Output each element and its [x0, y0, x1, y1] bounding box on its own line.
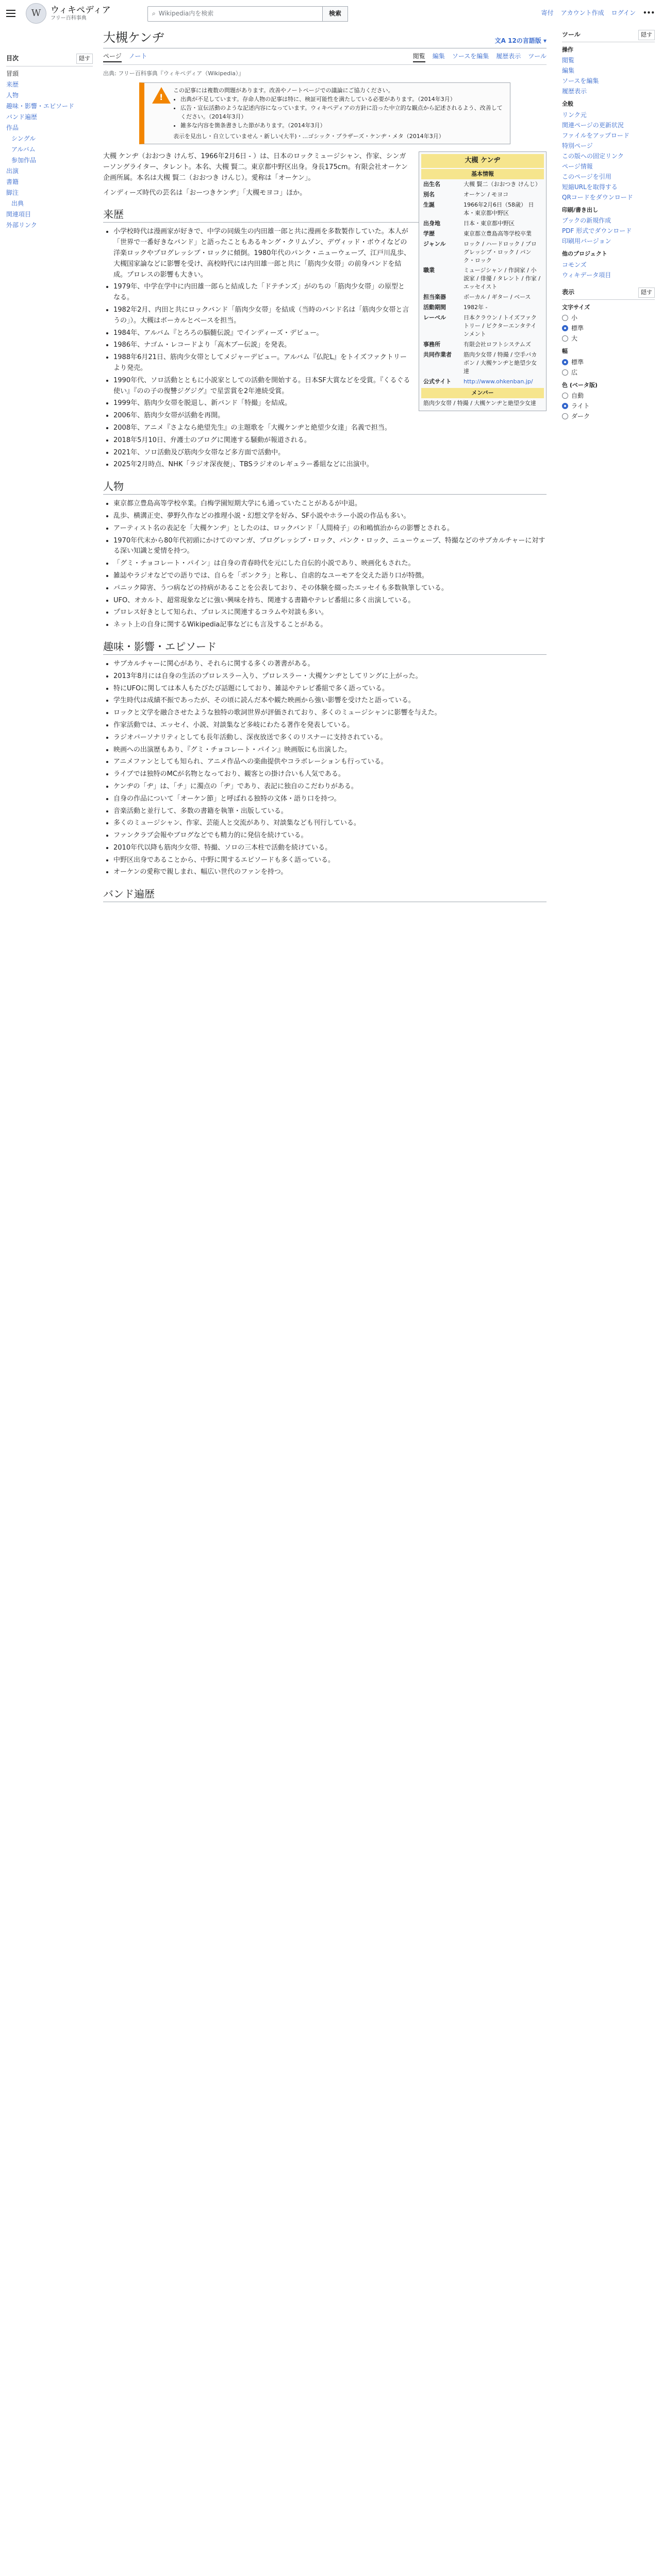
width-options [562, 357, 655, 378]
tool-item [562, 130, 655, 141]
list-item: • 乱歩、横溝正史、夢野久作などの推理小説・幻想文学を好み、SF小説やホラー小説の作品も多い。 [113, 511, 547, 522]
tool-item [562, 215, 655, 226]
infobox-row [421, 377, 544, 387]
toc-item [6, 188, 93, 198]
tool-item [562, 86, 655, 96]
toc-link[interactable]: 作品 [6, 124, 19, 131]
toc-link[interactable]: 出典 [11, 199, 24, 207]
infobox-rows [421, 179, 544, 387]
list-item: • ケンヂの「ヂ」は、「チ」に濁点の「ヂ」であり、表記に独自のこだわりがある。 [113, 782, 547, 792]
radio-option[interactable] [562, 357, 655, 367]
tool-link[interactable]: コモンズ [562, 261, 587, 268]
list-item: • 1999年、筋肉少女帯を脱退し、新バンド「特撮」を結成。 [113, 398, 547, 409]
infobox-row [421, 350, 544, 377]
tool-item [562, 270, 655, 280]
infobox-label: 公式サイト [423, 378, 452, 385]
radio-icon [562, 393, 568, 399]
tool-item [562, 120, 655, 130]
list-item: • 作家活動では、エッセイ、小説、対談集など多岐にわたる著作を発表している。 [113, 720, 547, 731]
infobox-row [421, 292, 544, 302]
intro-paragraph-2: インディーズ時代の芸名は「おーつきケンヂ」「大槻モヨコ」ほか。 [103, 189, 307, 197]
tool-item [562, 260, 655, 270]
toc-link[interactable]: シングル [11, 134, 36, 142]
tool-item [562, 182, 655, 192]
issues-box [139, 82, 510, 144]
list-item: • 2008年、アニメ『さよなら絶望先生』の主題歌を「大槻ケンヂと絶望少女達」名義で担当。 [113, 423, 547, 434]
radio-label: 標準 [571, 325, 584, 332]
infobox-row [421, 340, 544, 350]
toc-hide-button[interactable]: 隠す [76, 54, 93, 64]
toc-title: 目次 [6, 55, 19, 62]
toc-link[interactable]: 外部リンク [6, 221, 37, 229]
infobox-title: 大槻 ケンヂ [421, 154, 544, 168]
infobox-value: 東京都立豊島高等学校卒業 [464, 230, 532, 237]
site-header [0, 0, 662, 27]
list-item: • ファンクラブ会報やブログなどでも精力的に発信を続けている。 [113, 831, 547, 841]
warning-icon: ! [152, 87, 171, 104]
search-input[interactable]: ⌕ Wikipedia内を検索 [147, 6, 323, 22]
list-item: • 1986年、ナゴム・レコードより「高木ブー伝説」を発表。 [113, 340, 547, 351]
toc-link[interactable]: 参加作品 [11, 156, 37, 164]
tool-item [562, 55, 655, 65]
radio-icon [562, 325, 568, 331]
tool-link[interactable]: 特別ページ [562, 142, 593, 149]
radio-option[interactable] [562, 313, 655, 323]
search-button[interactable]: 検索 [323, 6, 348, 22]
infobox-row [421, 265, 544, 292]
wikipedia-logo[interactable]: W [26, 3, 46, 24]
list-item: • ネット上の自身に関するWikipedia記事などにも言及することがある。 [113, 620, 547, 631]
infobox-label: 出身地 [423, 219, 440, 227]
radio-option[interactable] [562, 411, 655, 421]
radio-option[interactable] [562, 323, 655, 333]
appearance-hide-button[interactable]: 隠す [638, 287, 655, 298]
appearance-title: 表示 [562, 288, 575, 296]
list-item: • 「グミ・チョコレート・パイン」は自身の青春時代を元にした自伝的小説であり、映画化もされた。 [113, 558, 547, 569]
toc-list [6, 69, 93, 231]
infobox-row [421, 229, 544, 239]
infobox-row [421, 190, 544, 200]
wordmark-tagline: フリー百科事典 [51, 15, 87, 21]
toc-item [6, 69, 93, 79]
radio-option[interactable] [562, 401, 655, 411]
infobox-section-members: メンバー [421, 388, 544, 398]
radio-label: ダーク [571, 413, 590, 420]
list-item: • アーティスト名の表記を「大槻ケンヂ」としたのは、ロックバンド「人間椅子」の和嶋慎治からの影響とされる。 [113, 523, 547, 534]
list-item: • 1982年2月、内田と共にロックバンド「筋肉少女帯」を結成（当時のバンド名は「筋肉少女帯と言うの」）。大槻はボーカルとベースを担当。 [113, 305, 547, 327]
donate-link[interactable]: 寄付 [541, 9, 554, 16]
tool-link[interactable]: ソースを編集 [562, 77, 599, 85]
infobox-value: 1966年2月6日（58歳） 日本・東京都中野区 [464, 201, 534, 216]
toc-link[interactable]: バンド遍歴 [6, 113, 38, 121]
issues-footer: 表示を見出し・自立していません・新しい(大半)・...ゴシック・ブラザーズ・ケンヂ・メタ（2014年3月） [173, 133, 444, 140]
infobox-row [421, 302, 544, 313]
infobox-value: 1982年 - [464, 304, 488, 311]
toc-item [6, 166, 93, 177]
infobox [419, 151, 547, 411]
print-heading: 印刷/書き出し [562, 206, 599, 213]
tool-link[interactable]: 短縮URLを取得する [562, 183, 618, 191]
actions-list [562, 55, 655, 96]
tools-title: ツール [562, 31, 581, 38]
main-content [103, 30, 547, 906]
login-link[interactable]: ログイン [611, 9, 636, 16]
list-item: • UFO、オカルト、超常現象などに強い興味を持ち、関連する書籍やテレビ番組に多く出演している。 [113, 596, 547, 606]
tool-item [562, 110, 655, 120]
radio-label: 標準 [571, 358, 584, 366]
issue-item: • 出典が不足しています。存命人物の記事は特に、検証可能性を満たしている必要があります。（2014年3月） [180, 95, 505, 104]
infobox-row [421, 179, 544, 190]
infobox-label: ジャンル [423, 240, 446, 247]
radio-icon [562, 359, 568, 365]
tool-link[interactable]: 編集 [562, 67, 575, 75]
infobox-label: 事務所 [423, 341, 440, 348]
list-item: • 1990年代、ソロ活動とともに小説家としての活動を開始する。日本SF大賞などを受賞。『くるぐる使い』『のの子の復讐ジグジグ』で星雲賞を2年連続受賞。 [113, 376, 547, 397]
list-item: • 自身の作品について「オーケン節」と呼ばれる独特の文体・語り口を持つ。 [113, 794, 547, 805]
list-item: • 多くのミュージシャン、作家、芸能人と交流があり、対談集なども刊行している。 [113, 818, 547, 829]
more-options-icon[interactable]: ••• [642, 9, 655, 16]
tool-link[interactable]: QRコードをダウンロード [562, 193, 633, 201]
tool-link[interactable]: ウィキデータ項目 [562, 271, 611, 279]
infobox-value: オーケン / モヨコ [464, 191, 509, 198]
tools-hide-button[interactable]: 隠す [638, 30, 655, 40]
list-item: • 1984年、アルバム『とろろの脳髄伝説』でインディーズ・デビュー。 [113, 328, 547, 339]
tool-item [562, 161, 655, 172]
tab-edit-source[interactable]: ソースを編集 [452, 53, 489, 60]
list-item: • ロックと文学を融合させたような独特の歌詞世界が評価されており、多くのミュージシャンに影響を与えた。 [113, 708, 547, 719]
list-item: • 2018年5月10日、弁護士のブログに関連する騒動が報道される。 [113, 435, 547, 446]
list-item: • 特にUFOに関しては本人もたびたび話題にしており、雑誌やテレビ番組で多く語っている。 [113, 684, 547, 694]
infobox-label: 別名 [423, 191, 435, 198]
list-item: • 東京都立豊島高等学校卒業。白梅学園短期大学にも通っていたことがあるが中退。 [113, 499, 547, 510]
tab-history[interactable]: 履歴表示 [496, 53, 521, 60]
wordmark-title: ウィキペディア [51, 5, 111, 16]
infobox-row [421, 313, 544, 340]
tab-article[interactable]: ページ [103, 52, 122, 62]
issue-item: • 広告・宣伝活動のような記述内容になっています。ウィキペディアの方針に沿った中立的な観点から記述されるよう、改善してください。（2014年3月） [180, 104, 505, 121]
list-item: • パニック障害、うつ病などの持病があることを公表しており、その体験を綴ったエッセイも多数執筆している。 [113, 583, 547, 594]
main-menu-icon[interactable] [6, 7, 19, 20]
infobox-value: 日本クラウン / トイズファクトリー / ビクターエンタテインメント [464, 314, 537, 338]
list-item: • オーケンの愛称で親しまれ、幅広い世代のファンを持つ。 [113, 867, 547, 878]
list-item: • ラジオパーソナリティとしても長年活動し、深夜放送で多くのリスナーに支持されている。 [113, 733, 547, 743]
tool-item [562, 65, 655, 76]
infobox-value: ボーカル / ギター / ベース [464, 294, 531, 301]
infobox-members: 筋肉少女帯 / 特撮 / 大槻ケンヂと絶望少女達 [423, 399, 536, 406]
radio-icon [562, 315, 568, 321]
list-item: • 1979年、中学在学中に内田雄一郎らと結成した「ドテチンズ」がのちの「筋肉少女帯」の原型となる。 [113, 282, 547, 303]
tool-item [562, 172, 655, 182]
tool-link[interactable]: リンク元 [562, 111, 587, 118]
radio-label: 広 [571, 368, 578, 376]
toc-link[interactable]: 冒頭 [6, 70, 19, 77]
appearance-panel [562, 287, 655, 421]
infobox-label: 共同作業者 [423, 351, 452, 358]
list-item: • 2010年代以降も筋肉少女帯、特撮、ソロの三本柱で活動を続けている。 [113, 843, 547, 854]
user-links [541, 8, 655, 18]
infobox-row [421, 239, 544, 266]
issue-item: • 雑多な内容を箇条書きした節があります。（2014年3月） [180, 121, 505, 130]
radio-option[interactable] [562, 367, 655, 378]
infobox-label: 学歴 [423, 230, 435, 237]
toc-link[interactable]: 来歴 [6, 80, 19, 88]
infobox-label: 生誕 [423, 201, 435, 208]
toc-item [6, 144, 93, 155]
toc-link[interactable]: アルバム [11, 145, 36, 153]
search-icon: ⌕ [152, 10, 156, 18]
infobox-section-basic: 基本情報 [421, 169, 544, 179]
tool-item [562, 141, 655, 151]
person-list [103, 499, 547, 631]
toc-item [6, 133, 93, 144]
infobox-value: ミュージシャン / 作詞家 / 小説家 / 俳優 / タレント / 作家 / エッセイスト [464, 267, 541, 291]
text-size-options [562, 313, 655, 344]
text-size-heading: 文字サイズ [562, 303, 590, 311]
toc-item [6, 220, 93, 231]
list-item: • 音楽活動と並行して、多数の書籍を執筆・出版している。 [113, 806, 547, 817]
list-item: • アニメファンとしても知られ、アニメ作品への楽曲提供やコラボレーションも行っている。 [113, 757, 547, 768]
list-item: • 1988年6月21日、筋肉少女帯としてメジャーデビュー。アルバム『仏陀L』をトイズファクトリーより発売。 [113, 352, 547, 374]
infobox-row [421, 200, 544, 218]
issues-lead: この記事には複数の問題があります。改善やノートページでの議論にご協力ください。 [173, 87, 394, 94]
print-list [562, 215, 655, 246]
toc-item [6, 123, 93, 133]
radio-label: 小 [571, 314, 578, 322]
color-options [562, 391, 655, 421]
infobox-label: 活動期間 [423, 304, 446, 311]
section-trivia-heading: 趣味・影響・エピソード [103, 640, 547, 655]
list-item: • ライブでは独特のMCが名物となっており、観客との掛け合いも人気である。 [113, 769, 547, 780]
radio-icon [562, 369, 568, 376]
search-form [147, 6, 348, 22]
site-sub: 出典: フリー百科事典『ウィキペディア（Wikipedia）』 [103, 70, 244, 77]
infobox-label: 職業 [423, 267, 435, 274]
color-heading: 色 (ベータ版) [562, 381, 598, 388]
tool-link[interactable]: ファイルをアップロード [562, 131, 630, 139]
tools-sidebar [562, 30, 655, 429]
toc-link[interactable]: 書籍 [6, 178, 19, 185]
infobox-value: 有限会社ロフトシステムズ [464, 341, 531, 348]
other-projects-list [562, 260, 655, 280]
radio-icon [562, 403, 568, 409]
infobox-value: ロック / ハードロック / プログレッシブ・ロック / パンク・ロック [464, 240, 537, 264]
tools-panel [562, 30, 655, 280]
infobox-value: 筋肉少女帯 / 特撮 / 空手バカボン / 大槻ケンヂと絶望少女達 [464, 351, 537, 375]
intro-paragraph: 大槻 ケンヂ（おおつき けんぢ、1966年2月6日 - ）は、日本のロックミュージシャン、作家、シンガーソングライター、タレント。本名、大槻 賢二。東京都中野区出身。身長175cm。有限会社オーケン企画所属。本名は大槻 賢二（おおつき けんじ）。愛称は「オーケン」。 [103, 152, 408, 182]
radio-label: ライト [571, 402, 590, 410]
section-person-heading: 人物 [103, 480, 547, 495]
other-projects-heading: 他のプロジェクト [562, 250, 607, 258]
list-item: • サブカルチャーに関心があり、それらに関する多くの著書がある。 [113, 659, 547, 670]
radio-label: 自動 [571, 392, 584, 400]
infobox-value: 日本・東京都中野区 [464, 219, 515, 227]
tab-read[interactable]: 閲覧 [413, 52, 425, 62]
tool-item [562, 151, 655, 161]
infobox-label: 出生名 [423, 181, 440, 188]
section-career-heading: 来歴 [103, 208, 547, 223]
trivia-list [103, 659, 547, 878]
toc-item [6, 90, 93, 101]
radio-option[interactable] [562, 391, 655, 401]
width-heading: 幅 [562, 348, 568, 355]
list-item: • 2013年8月には自身の生活のプロレスラー入り、プロレスラー・大槻ケンヂとしてリングに上がった。 [113, 671, 547, 682]
tool-link[interactable]: このページを引用 [562, 173, 611, 180]
general-list [562, 110, 655, 202]
list-item: • 2021年、ソロ活動及び筋肉少女帯など多方面で活動中。 [113, 448, 547, 459]
section-bands-heading: バンド遍歴 [103, 887, 547, 902]
tool-item [562, 192, 655, 202]
list-item: • 2025年2月時点、NHK「ラジオ深夜便」、TBSラジオのレギュラー番組などに出演中。 [113, 460, 547, 470]
radio-label: 大 [571, 335, 578, 343]
list-item: • 中野区出身であることから、中野に関するエピソードも多く語っている。 [113, 855, 547, 866]
toc-item [6, 177, 93, 188]
actions-heading: 操作 [562, 46, 573, 53]
infobox-label: 担当楽器 [423, 294, 446, 301]
tool-link[interactable]: この版への固定リンク [562, 152, 624, 160]
toc-link[interactable]: 出演 [6, 167, 19, 175]
tool-link[interactable]: ブックの新規作成 [562, 217, 611, 225]
language-button[interactable]: 文A 12の言語版 ▾ [494, 37, 547, 44]
list-item: • 小学校時代は漫画家が好きで、中学の同級生の内田雄一郎と共に漫画を多数製作していた。本人が「世界で一番好きなバンド」と語ったこともあるキング・クリムゾン、デヴィッド・ボウイなどの洋楽ロックやプログレッシブ・ロックに傾倒。1980年代のパンク・ニューウェーブ、江戸川乱歩、大槻国家論などに影響を受け、高校時代には内田雄一郎と共に「筋肉少女帯」の前身バンドを結成。プロレスの影響も大きい。 [113, 227, 547, 280]
toc-item [6, 198, 93, 209]
radio-option[interactable] [562, 333, 655, 344]
tab-talk[interactable]: ノート [128, 53, 147, 60]
toc-item [6, 112, 93, 123]
toc-link[interactable]: 関連項目 [6, 210, 31, 218]
page-tabs [103, 52, 547, 65]
toc-item [6, 79, 93, 90]
tab-edit[interactable]: 編集 [432, 53, 445, 60]
tool-item [562, 76, 655, 86]
radio-icon [562, 335, 568, 342]
tool-link[interactable]: ページ情報 [562, 162, 593, 170]
list-item: • 映画への出演歴もあり、『グミ・チョコレート・パイン』映画版にも出演した。 [113, 745, 547, 756]
toc-item [6, 101, 93, 112]
toc-link[interactable]: 趣味・影響・エピソード [6, 102, 75, 110]
list-item: • 1970年代末から80年代初頭にかけてのマンガ、プログレッシブ・ロック、パンク・ロック、ニューウェーブ、特撮などのサブカルチャーに対する深い知識と愛情を持つ。 [113, 536, 547, 557]
tool-link[interactable]: 印刷用バージョン [562, 238, 611, 245]
tab-tools[interactable]: ツール [528, 53, 547, 60]
infobox-value: 大槻 賢二（おおつき けんじ） [464, 181, 541, 188]
list-item: • 2006年、筋肉少女帯が活動を再開。 [113, 411, 547, 421]
create-account-link[interactable]: アカウント作成 [560, 9, 604, 16]
radio-icon [562, 413, 568, 419]
tool-item [562, 236, 655, 246]
tool-link[interactable]: 閲覧 [562, 57, 575, 64]
wordmark[interactable] [51, 6, 111, 21]
list-item: • 雑誌やラジオなどでの語りでは、自らを「ボンクラ」と称し、自虐的なユーモアを交えた語り口が特徴。 [113, 571, 547, 582]
infobox-row [421, 218, 544, 229]
tool-item [562, 226, 655, 236]
infobox-value: http://www.ohkenban.jp/ [464, 378, 533, 385]
general-heading: 全般 [562, 100, 573, 108]
infobox-label: レーベル [423, 314, 446, 321]
toc-link[interactable]: 人物 [6, 91, 19, 99]
tool-link[interactable]: 関連ページの更新状況 [562, 121, 624, 129]
toc-item [6, 155, 93, 166]
list-item: • 学生時代は成績不振であったが、その頃に読んだ本や観た映画から強い影響を受けたと語っている。 [113, 696, 547, 706]
list-item: • プロレス好きとして知られ、プロレスに関連するコラムや対談も多い。 [113, 607, 547, 618]
tool-link[interactable]: 履歴表示 [562, 88, 587, 95]
toc-link[interactable]: 脚注 [6, 189, 19, 196]
page-title: 大槻ケンヂ [103, 30, 164, 45]
toc-item [6, 209, 93, 220]
toc-sidebar [6, 54, 93, 231]
tool-link[interactable]: PDF 形式でダウンロード [562, 227, 632, 235]
